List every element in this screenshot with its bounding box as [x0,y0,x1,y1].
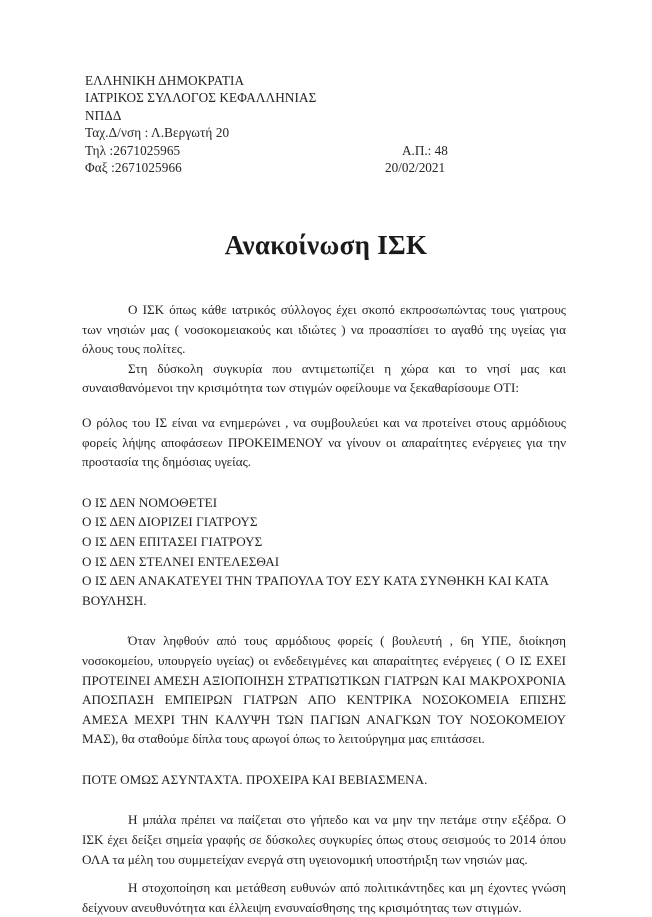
paragraph-closing: Η στοχοποίηση και μετάθεση ευθυνών από πολιτικάντηδες και μη έχοντες γνώση δείχνουν ανευθυνότητα και έλλειψη ενσυναίσθησης της κρισιμότητας των στιγμών. [82,880,566,915]
page-title: Ανακοίνωση ΙΣΚ [224,230,428,260]
paragraph-role: Ο ρόλος του ΙΣ είναι να ενημερώνει , να συμβουλεύει και να προτείνει στους αρμόδιους φορείς λήψης αποφάσεων ΠΡΟΚΕΙΜΕΝΟΥ να γίνουν οι απαραίτητες ενέργειες για την προστασία της δημόσιας υγείας. [82,414,566,470]
organization-country: ΕΛΛΗΝΙΚΗ ΔΗΜΟΚΡΑΤΙΑ [85,73,245,88]
document-date: 20/02/2021 [385,160,446,176]
contact-and-reference-row [85,142,565,177]
fax-line: Φαξ :2671025966 [85,160,182,176]
paragraph-context: Στη δύσκολη συγκυρία που αντιμετωπίζει η χώρα και το νησί μας και συναισθανόμενοι την κρισιμότητα των στιγμών οφείλουμε να ξεκαθαρίσουμε ΟΤΙ: [82,360,566,396]
spacer [82,472,566,493]
list-item: Ο ΙΣ ΔΕΝ ΕΠΙΤΑΣΕΙ ΓΙΑΤΡΟΥΣ [82,533,263,549]
contact-block [85,142,300,177]
paragraph-history: Η μπάλα πρέπει να παίζεται στο γήπεδο και να μην την πετάμε στην εξέδρα. Ο ΙΣΚ έχει δείξει σημεία γραφής σε δύσκολες συγκυρίες όπως στους σεισμούς το 2014 όπου ΟΛΑ τα μέλη του συμμετείχαν ενεργά στη υγειονομική υποστήριξη των νησιών μας. [82,812,566,867]
list-item: Ο ΙΣ ΔΕΝ ΑΝΑΚΑΤΕΥΕΙ ΤΗΝ ΤΡΑΠΟΥΛΑ ΤΟΥ ΕΣΥ ΚΑΤΑ ΣΥΝΘΗΚΗ ΚΑΙ ΚΑΤΑ ΒΟΥΛΗΣΗ. [82,573,549,608]
spacer [82,610,566,631]
organization-name: ΙΑΤΡΙΚΟΣ ΣΥΛΛΟΓΟΣ ΚΕΦΑΛΛΗΝΙΑΣ [85,90,317,106]
reference-block [300,142,565,177]
letterhead [85,72,565,176]
spacer [82,869,566,878]
document-body [82,300,566,917]
emphasis-statement: ΠΟΤΕ ΟΜΩΣ ΑΣΥΝΤΑΧΤΑ. ΠΡΟΧΕΙΡΑ ΚΑΙ ΒΕΒΙΑΣΜΕΝΑ. [82,771,428,787]
list-item: Ο ΙΣ ΔΕΝ ΝΟΜΟΘΕΤΕΙ [82,494,218,510]
paragraph-purpose: Ο ΙΣΚ όπως κάθε ιατρικός σύλλογος έχει σκοπό εκπροσωπώντας τους γιατρους των νησιών μας ( νοσοκομειακούς και ιδιώτες ) να προασπίσει το αγαθό της υγείας για όλους τους πολίτες. [82,302,566,357]
list-item: Ο ΙΣ ΔΕΝ ΣΤΕΛΝΕΙ ΕΝΤΕΛΕΣΘΑΙ [82,553,280,569]
spacer [82,398,566,413]
list-item: Ο ΙΣ ΔΕΝ ΔΙΟΡΙΖΕΙ ΓΙΑΤΡΟΥΣ [82,514,258,530]
spacer [82,789,566,810]
protocol-number: Α.Π.: 48 [402,142,448,158]
paragraph-actions: Όταν ληφθούν από τους αρμόδιους φορείς ( βουλευτή , 6η ΥΠΕ, διοίκηση νοσοκομείου, υπουργείο υγείας) οι ενδεδειγμένες και απαραίτητες ενέργειες ( Ο ΙΣ ΕΧΕΙ ΠΡΟΤΕΙΝΕΙ ΑΜΕΣΗ ΑΞΙΟΠΟΙΗΣΗ ΣΤΡΑΤΙΩΤΙΚΩΝ ΓΙΑΤΡΩΝ ΚΑΙ ΜΑΚΡΟΧΡΟΝΙΑ ΑΠΟΣΠΑΣΗ ΕΜΠΕΙΡΩΝ ΓΙΑΤΡΩΝ ΑΠΟ ΚΕΝΤΡΙΚΑ ΝΟΣΟΚΟΜΕΙΑ ΕΠΙΣΗΣ ΑΜΕΣΑ ΜΕΧΡΙ ΤΗΝ ΚΑΛΥΨΗ ΤΩΝ ΠΑΓΙΩΝ ΑΝΑΓΚΩΝ ΤΟΥ ΝΟΣΟΚΟΜΕΙΟΥ ΜΑΣ), θα σταθούμε δίπλα τους αρωγοί όπως το λειτούργημα μας επιτάσσει. [82,633,566,747]
organization-type: ΝΠΔΔ [85,107,122,123]
phone-line: Τηλ :2671025965 [85,142,181,158]
postal-address: Ταχ.Δ/νση : Λ.Βεργωτή 20 [85,125,230,141]
statement-list [82,493,566,611]
letterhead-lines [85,72,565,176]
spacer [82,749,566,770]
